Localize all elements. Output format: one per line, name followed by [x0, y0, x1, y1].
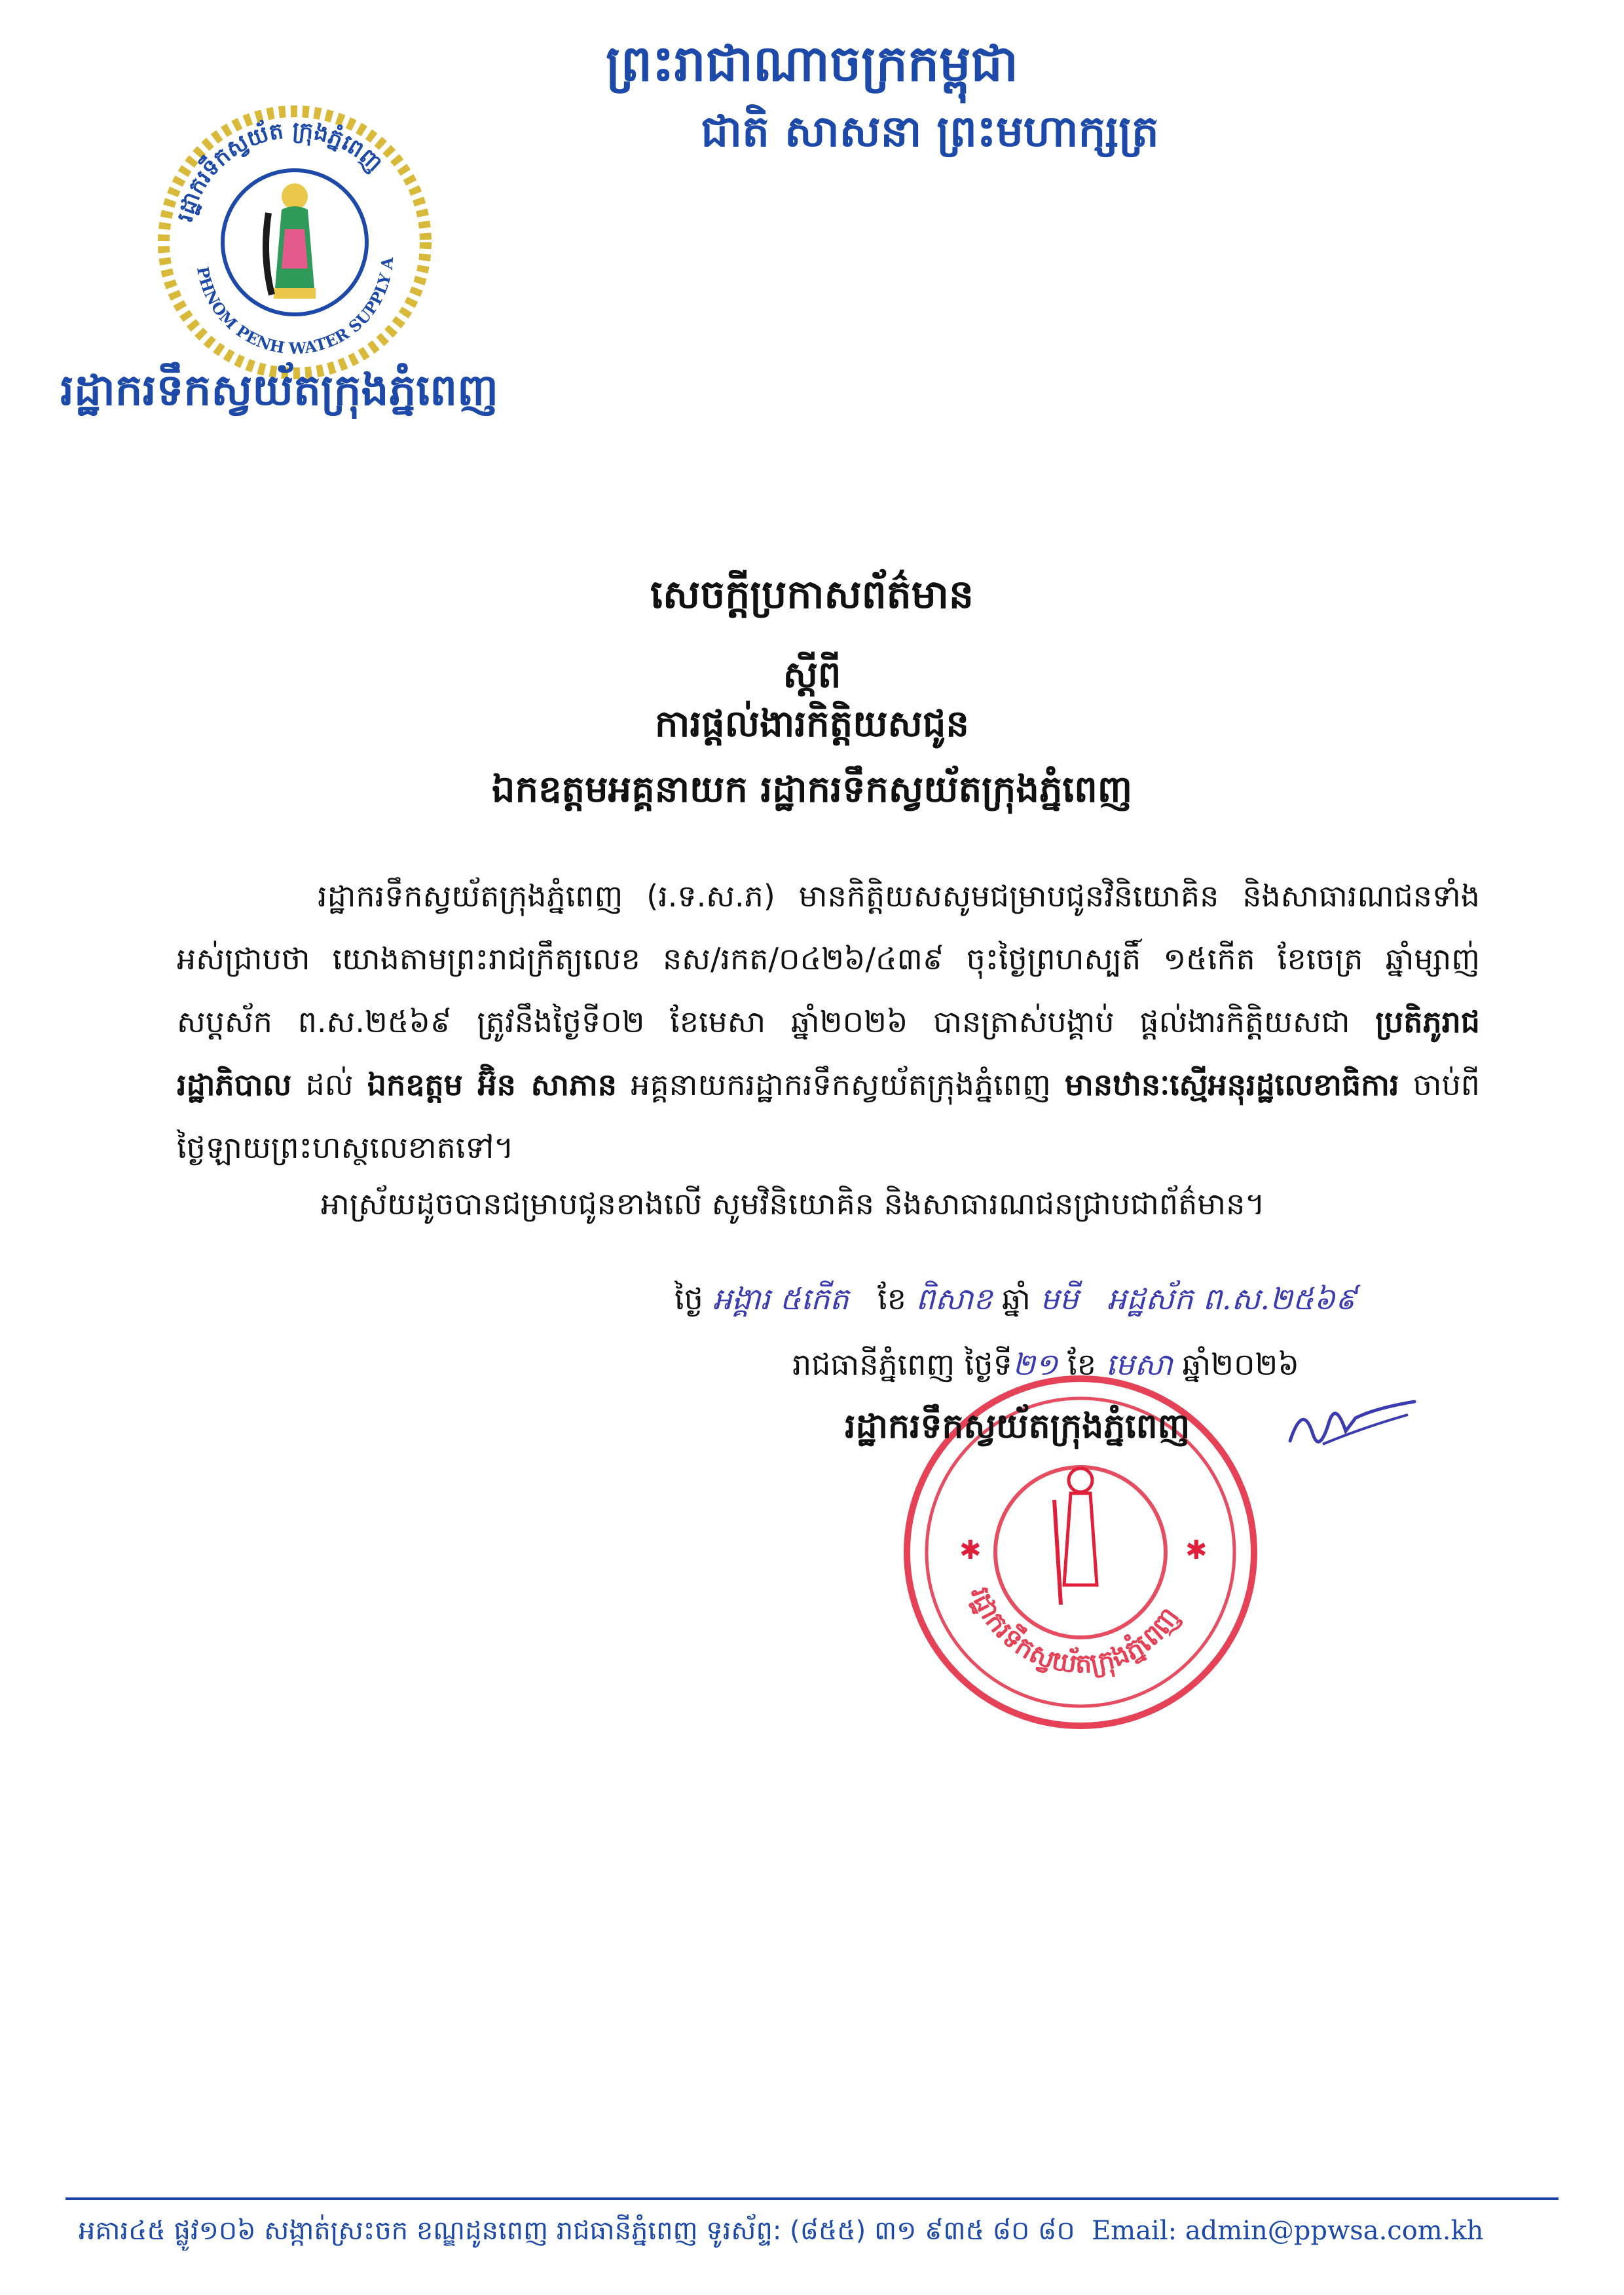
svg-text:✱: ✱: [1185, 1535, 1208, 1565]
lunar-date: [674, 1280, 1356, 1324]
para1-text-e: អគ្គនាយករដ្ឋាករទឹកស្វយ័តក្រុងភ្នំពេញ: [616, 1067, 1065, 1102]
footer-divider: [65, 2197, 1559, 2200]
era-handwritten: អដ្ឋស័ក ព.ស.២៥៦៩: [1107, 1281, 1357, 1316]
para1-title: ប្រតិភូរាជរដ្ឋាភិបាល: [177, 1004, 1480, 1102]
kingdom-title: ព្រះរាជាណាចក្រកម្ពុជា: [606, 34, 1018, 92]
subject-line: ការផ្ដល់ងារកិត្តិយសជូន: [655, 703, 969, 745]
stamp-text: រដ្ឋាករទឹកស្វយ័តក្រុងភ្នំពេញ: [964, 1583, 1185, 1680]
place-month-handwritten: មេសា: [1105, 1347, 1173, 1382]
lunar-month-handwritten: ពិសាខ: [915, 1281, 993, 1316]
subject-prefix: ស្ដីពី: [783, 654, 841, 696]
lunar-month-prefix: ខែ: [877, 1281, 906, 1316]
org-name-left: រដ្ឋាករទឹកស្វយ័តក្រុងភ្នំពេញ: [60, 365, 499, 415]
lunar-day-prefix: ថ្ងៃ: [674, 1281, 703, 1316]
body-paragraph-2: អាស្រ័យដូចបានជម្រាបជូនខាងលើ សូមវិនិយោគិន និងសាធារណជនជ្រាបជាព័ត៌មាន។: [321, 1186, 1265, 1222]
subject-recipient: ឯកឧត្ដមអគ្គនាយក រដ្ឋាករទឹកស្វយ័តក្រុងភ្នំពេញ: [491, 768, 1133, 811]
ppwsa-logo: [151, 98, 439, 386]
signing-org: រដ្ឋាករទឹកស្វយ័តក្រុងភ្នំពេញ: [845, 1407, 1190, 1446]
footer-email: Email: admin@ppwsa.com.kh: [1092, 2216, 1484, 2246]
lunar-day-handwritten: អង្គារ ៥កើត: [712, 1281, 849, 1316]
para1-text-a: រដ្ឋាករទឹកស្វយ័តក្រុងភ្នំពេញ (រ.ទ.ស.ភ) មានកិត្តិយសសូមជម្រាបជូនវិនិយោគិន និងសាធារណជនទាំងអស់ជ្រាបថា យោងតាមព្រះរាជក្រឹត្យលេខ នស/រកត/០៤២៦/៤៣៩ ចុះថ្ងៃព្រហស្បតិ៍ ១៥កើត ខែចេត្រ ឆ្នាំម្សាញ់ សប្តស័ក ព.ស.២៥៦៩ ត្រូវនឹងថ្ងៃទី០២ ខែមេសា ឆ្នាំ២០២៦ បានត្រាស់បង្គាប់ ផ្តល់ងារកិត្តិយសជា: [177, 878, 1480, 1039]
para1-rank: មានឋានៈស្មើអនុរដ្ឋលេខាធិការ: [1065, 1067, 1399, 1102]
national-motto: ជាតិ សាសនា ព្រះមហាក្សត្រ: [701, 106, 1159, 157]
place-year: ឆ្នាំ២០២៦: [1182, 1347, 1299, 1382]
announcement-title: សេចក្ដីប្រកាសព័ត៌មាន: [650, 572, 974, 618]
footer-address: អគារ៤៥ ផ្លូវ១០៦ សង្កាត់ស្រះចក ខណ្ឌដូនពេញ រាជធានីភ្នំពេញ ទូរស័ព្ទ: (៨៥៥) ៣១ ៩៣៥ ៨០ ៨០: [79, 2216, 1075, 2246]
logo-text-kh: រដ្ឋាករទឹកស្វយ័ត ក្រុងភ្នំពេញ: [172, 117, 388, 225]
handwritten-signature: [1283, 1382, 1421, 1461]
place-date-prefix: រាជធានីភ្នំពេញ ថ្ងៃទី: [792, 1347, 1012, 1382]
place-day-handwritten: ២១: [1012, 1347, 1058, 1382]
lunar-year-handwritten: មមី: [1040, 1281, 1079, 1316]
para1-text-c: ដល់: [291, 1067, 367, 1102]
logo-text-en: PHNOM PENH WATER SUPPLY A: [193, 256, 397, 358]
footer-contact: [79, 2214, 1483, 2252]
svg-text:✱: ✱: [959, 1535, 982, 1565]
lunar-year-prefix: ឆ្នាំ: [1001, 1281, 1031, 1316]
para1-name: ឯកឧត្តម អ៊ិន សាភាន: [367, 1067, 617, 1102]
place-month-prefix: ខែ: [1067, 1347, 1096, 1382]
body-paragraph-1: [177, 865, 1480, 1179]
para1-text-g: ចាប់ពីថ្ងៃឡាយព្រះហស្ថលេខាតទៅ។: [177, 1067, 1480, 1165]
